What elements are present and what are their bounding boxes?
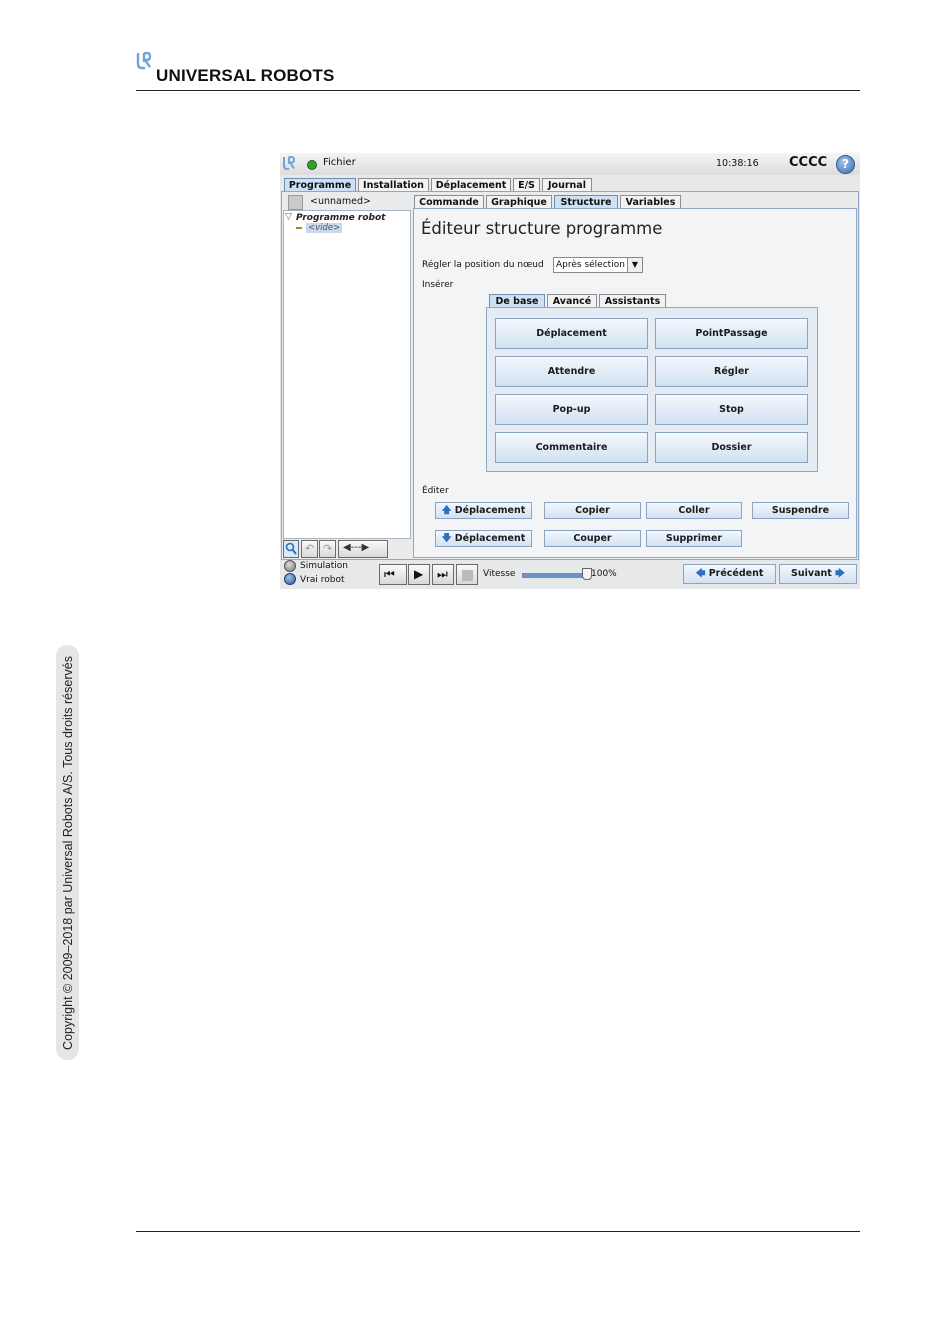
skip-start-icon[interactable]: ⏮: [379, 564, 407, 585]
header-rule: [136, 90, 860, 91]
next-label: Suivant: [791, 568, 832, 579]
real-robot-radio[interactable]: [284, 573, 296, 585]
speed-value: 100%: [591, 569, 617, 579]
tree-root[interactable]: Programme robot: [296, 213, 386, 223]
tab-journal[interactable]: Journal: [542, 178, 592, 191]
brand-name: UNIVERSAL ROBOTS: [156, 66, 335, 85]
insert-comment-button[interactable]: Commentaire: [495, 432, 648, 463]
delete-button[interactable]: Supprimer: [646, 530, 742, 547]
top-bar: [280, 153, 860, 175]
tab-programme[interactable]: Programme: [284, 178, 356, 192]
next-button[interactable]: [779, 564, 857, 584]
footer-rule: [136, 1231, 860, 1232]
copyright-text: Copyright © 2009–2018 par Universal Robots A/S. Tous droits réservés: [60, 655, 75, 1050]
tab-graphique[interactable]: Graphique: [486, 195, 552, 208]
speed-slider-track[interactable]: [522, 573, 590, 578]
speed-slider-fill: [523, 574, 589, 577]
universal-robots-logo-icon: [136, 52, 152, 70]
polyscope-screenshot: [280, 153, 860, 589]
chevron-down-icon: ▼: [627, 258, 642, 272]
status-dot-icon: [307, 160, 317, 170]
insert-label: Insérer: [422, 280, 454, 290]
redo-icon[interactable]: ↷: [319, 540, 336, 558]
collapse-expand-icon[interactable]: ◀---▶: [338, 540, 388, 558]
previous-label: Précédent: [708, 568, 764, 579]
robot-id: CCCC: [789, 155, 828, 170]
simulation-label: Simulation: [300, 561, 348, 571]
arrow-up-icon: 🡅: [441, 505, 452, 516]
move-down-label: Déplacement: [454, 533, 526, 544]
tab-installation[interactable]: Installation: [358, 178, 429, 191]
move-up-button[interactable]: [435, 502, 532, 519]
tab-variables[interactable]: Variables: [620, 195, 681, 208]
copy-button[interactable]: Copier: [544, 502, 641, 519]
real-robot-label: Vrai robot: [300, 575, 345, 585]
clock: 10:38:16: [716, 158, 759, 169]
tab-avance[interactable]: Avancé: [547, 294, 597, 307]
move-down-button[interactable]: [435, 530, 532, 547]
insert-folder-button[interactable]: Dossier: [655, 432, 808, 463]
tab-commande[interactable]: Commande: [414, 195, 484, 208]
arrow-right-icon: 🡆: [835, 568, 845, 579]
tree-node-marker-icon: [296, 227, 302, 229]
tab-assistants[interactable]: Assistants: [599, 294, 666, 307]
insert-stop-button[interactable]: Stop: [655, 394, 808, 425]
edit-label: Éditer: [422, 486, 449, 496]
file-menu[interactable]: Fichier: [323, 157, 356, 168]
tree-empty-node[interactable]: <vide>: [308, 223, 341, 233]
insert-popup-button[interactable]: Pop-up: [495, 394, 648, 425]
tab-deplacement[interactable]: Déplacement: [431, 178, 511, 191]
ur-logo-icon: [282, 156, 296, 171]
previous-button[interactable]: [683, 564, 776, 584]
node-position-label: Régler la position du nœud: [422, 260, 544, 270]
tree-expand-icon[interactable]: ▽: [285, 212, 292, 222]
tab-structure[interactable]: Structure: [554, 195, 618, 208]
step-icon[interactable]: ⏭: [432, 564, 454, 585]
simulation-radio[interactable]: [284, 560, 296, 572]
suspend-button[interactable]: Suspendre: [752, 502, 849, 519]
speed-label: Vitesse: [483, 569, 516, 579]
stop-icon[interactable]: [456, 564, 478, 585]
page-title: Éditeur structure programme: [421, 219, 663, 238]
insert-wait-button[interactable]: Attendre: [495, 356, 648, 387]
node-position-select[interactable]: [553, 257, 643, 273]
program-tree: [283, 210, 411, 539]
insert-move-button[interactable]: Déplacement: [495, 318, 648, 349]
program-name: <unnamed>: [310, 196, 371, 207]
tab-es[interactable]: E/S: [513, 178, 540, 191]
save-icon[interactable]: [288, 195, 303, 210]
insert-set-button[interactable]: Régler: [655, 356, 808, 387]
insert-waypoint-button[interactable]: PointPassage: [655, 318, 808, 349]
tab-de-base[interactable]: De base: [489, 294, 545, 307]
cut-button[interactable]: Couper: [544, 530, 641, 547]
help-icon[interactable]: ?: [836, 155, 855, 174]
arrow-down-icon: 🡇: [441, 533, 452, 544]
node-position-value: Après sélection: [556, 260, 625, 270]
paste-button[interactable]: Coller: [646, 502, 742, 519]
search-icon[interactable]: [283, 540, 299, 558]
play-icon[interactable]: ▶: [408, 564, 430, 585]
copyright-tab: [56, 645, 79, 1060]
undo-icon[interactable]: ↶: [301, 540, 318, 558]
arrow-left-icon: 🡄: [695, 568, 706, 579]
move-up-label: Déplacement: [454, 505, 526, 516]
